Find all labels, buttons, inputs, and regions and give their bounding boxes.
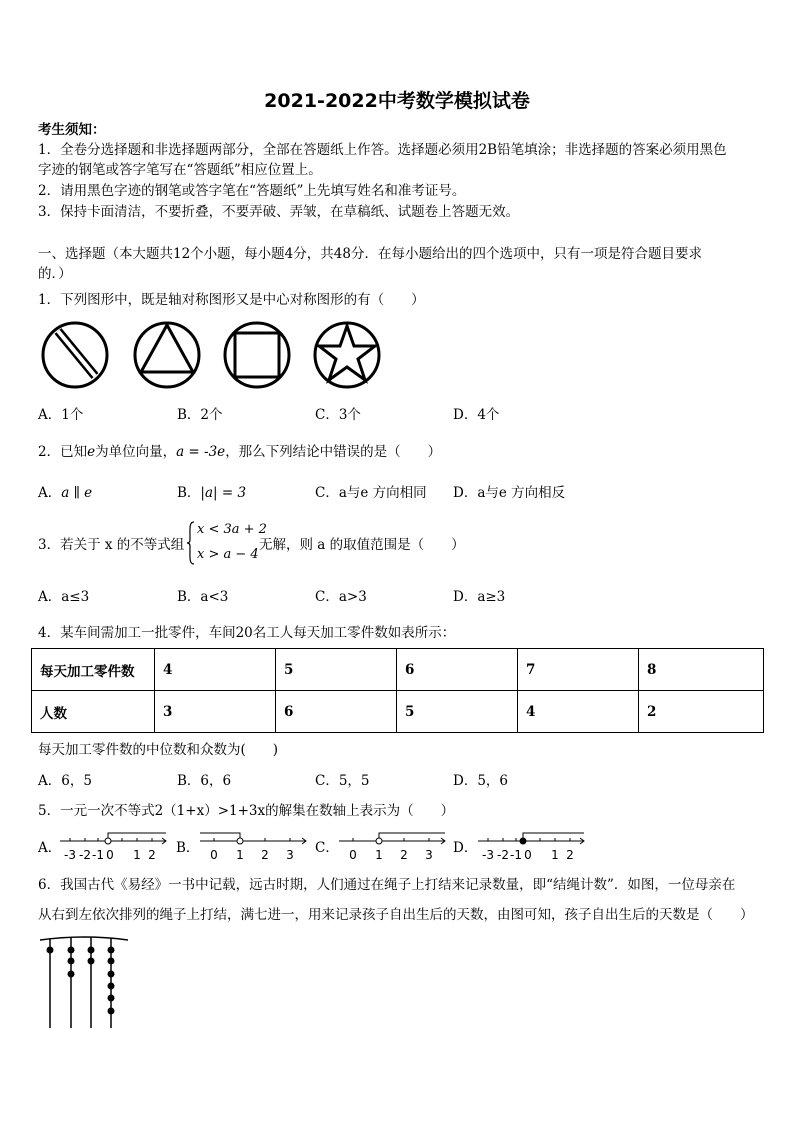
knot (68, 971, 75, 978)
section-heading-line-1: 一、选择题（本大题共12个小题，每小题4分，共48分．在每小题给出的四个选项中，只有一项是符合题目要求 (38, 246, 702, 262)
tick-label: 2 (261, 848, 269, 862)
table-row (32, 691, 764, 733)
q2-option-d-expr: a与e 方向相反 (477, 485, 566, 501)
q2-option-b-expr: |a| = 3 (200, 485, 247, 501)
tick-label: 0 (210, 848, 218, 862)
q3-inequality-1: x < 3a + 2 (197, 522, 267, 537)
q3-stem-start: 3．若关于 x 的不等式组 (38, 537, 185, 553)
notice-line-2: 字迹的钢笔或答字笔写在“答题纸”相应位置上。 (38, 162, 322, 178)
tick-label: -2 (497, 848, 509, 862)
q4-option-c: C．5，5 (315, 773, 370, 789)
q2-option-a (38, 484, 92, 502)
q1-option-c: C．3个 (315, 407, 361, 423)
knot (108, 1008, 115, 1015)
number-line-d (476, 831, 588, 863)
number-line-a (58, 831, 170, 863)
knot (108, 983, 115, 990)
q1-figures (38, 320, 388, 392)
q1-option-a: A．1个 (38, 407, 84, 423)
knot (88, 958, 95, 965)
q2-option-a-label: A． (38, 485, 62, 501)
tick-label: 0 (106, 848, 114, 862)
q1-option-d: D．4个 (453, 407, 500, 423)
q2-option-b (177, 484, 246, 502)
circle-square-figure (225, 323, 289, 387)
q2-option-c-expr: a与e 方向相同 (338, 485, 427, 501)
q2-option-a-expr: a ∥ e (61, 485, 93, 501)
tick-label: -2 (79, 848, 91, 862)
knot (68, 958, 75, 965)
tick-label: 2 (148, 848, 156, 862)
tick-label: -1 (92, 848, 104, 862)
q4-option-d: D．5，6 (453, 773, 509, 789)
knot (108, 971, 115, 978)
q2-stem-middle: 为单位向量， (95, 444, 177, 460)
q2-option-d-label: D． (453, 485, 478, 501)
q2-stem-end: ，那么下列结论中错误的是（ ） (225, 444, 442, 460)
notice-line-3: 2．请用黑色字迹的钢笔或答字笔在“答题纸”上先填写姓名和准考证号。 (38, 183, 466, 199)
q4-option-a: A．6，5 (38, 773, 92, 789)
table-cell: 7 (518, 649, 639, 691)
q5-option-c-label: C． (315, 840, 339, 856)
tick-label: -3 (482, 848, 494, 862)
tick-label: 1 (236, 848, 244, 862)
q3-option-d: D．a≥3 (453, 589, 506, 605)
tick-label: 2 (566, 848, 574, 862)
tick-label: -1 (510, 848, 522, 862)
q3-option-c: C．a>3 (315, 589, 367, 605)
q3-option-a: A．a≤3 (38, 589, 90, 605)
knot (108, 995, 115, 1002)
q4-stem: 4．某车间需加工一批零件，车间20名工人每天加工零件数如表所示： (38, 625, 456, 641)
tick-label: 1 (551, 848, 559, 862)
knot (108, 947, 115, 954)
q5-stem: 5．一元一次不等式2（1+x）>1+3x的解集在数轴上表示为（ ） (38, 803, 455, 819)
knot (88, 947, 95, 954)
table-cell: 8 (639, 649, 764, 691)
knot (47, 947, 54, 954)
q2-option-b-label: B． (177, 485, 201, 501)
tick-label: 1 (375, 848, 383, 862)
table-cell: 5 (276, 649, 397, 691)
tick-label: 3 (425, 848, 433, 862)
circle-triangle-figure (135, 323, 199, 387)
tick-label: 3 (286, 848, 294, 862)
table-cell: 3 (155, 691, 276, 733)
q6-stem-line-2: 从右到左依次排列的绳子上打结，满七进一，用来记录孩子自出生后的天数，由图可知，孩子自出生后的天数是（ ） (38, 907, 754, 923)
q3-brace (186, 520, 196, 566)
tick-label: 1 (133, 848, 141, 862)
circle-star-figure (315, 323, 379, 387)
knot (108, 958, 115, 965)
notice-line-4: 3．保持卡面清洁，不要折叠，不要弄破、弄皱，在草稿纸、试题卷上答题无效。 (38, 204, 520, 220)
q4-option-b: B．6，6 (177, 773, 232, 789)
section-heading-line-2: 的．） (38, 266, 72, 282)
q2-stem (38, 443, 441, 461)
table-cell: 6 (397, 649, 518, 691)
q2-stem-start: 2．已知 (38, 444, 88, 460)
q2-option-c (315, 484, 427, 502)
notice-line-1: 1．全卷分选择题和非选择题两部分，全部在答题纸上作答。选择题必须用2B铅笔填涂；非选择题的答案必须用黑色 (38, 142, 727, 158)
q5-option-d-label: D． (453, 840, 478, 856)
number-line-c (337, 831, 449, 863)
table-cell: 人数 (32, 691, 155, 733)
table-cell: 5 (397, 691, 518, 733)
circle-slash-figure (43, 323, 107, 387)
q1-stem: 1．下列图形中，既是轴对称图形又是中心对称图形的有（ ） (38, 292, 425, 308)
vector-e-symbol: e (87, 444, 96, 460)
table-cell: 4 (155, 649, 276, 691)
tick-label: 2 (400, 848, 408, 862)
number-line-b (198, 831, 310, 863)
q6-stem-line-1: 6．我国古代《易经》一书中记载，远古时期，人们通过在绳子上打结来记录数量，即“结绳计数”．如图，一位母亲在 (38, 877, 736, 893)
table-row (32, 649, 764, 691)
q3-option-b: B．a<3 (177, 589, 229, 605)
table-cell: 4 (518, 691, 639, 733)
q4-question: 每天加工零件数的中位数和众数为( ) (38, 742, 279, 758)
table-cell: 每天加工零件数 (32, 649, 155, 691)
tick-label: 0 (349, 848, 357, 862)
page-title: 2021-2022中考数学模拟试卷 (264, 90, 530, 112)
q5-option-b-label: B． (176, 840, 200, 856)
tick-label: 0 (524, 848, 532, 862)
q2-option-d (453, 484, 565, 502)
table-cell: 6 (276, 691, 397, 733)
q3-inequality-2: x > a − 4 (197, 547, 259, 562)
q4-data-table (31, 648, 764, 733)
q3-stem-end: 无解，则 a 的取值范围是（ ） (259, 537, 465, 553)
q2-option-c-label: C． (315, 485, 339, 501)
q2-equation: a = -3e (176, 444, 226, 460)
knotted-ropes-figure (38, 934, 130, 1030)
table-cell: 2 (639, 691, 764, 733)
notice-heading: 考生须知： (38, 122, 106, 138)
q5-option-a-label: A． (38, 840, 62, 856)
tick-label: -3 (64, 848, 76, 862)
knot (68, 947, 75, 954)
q1-option-b: B．2个 (177, 407, 223, 423)
